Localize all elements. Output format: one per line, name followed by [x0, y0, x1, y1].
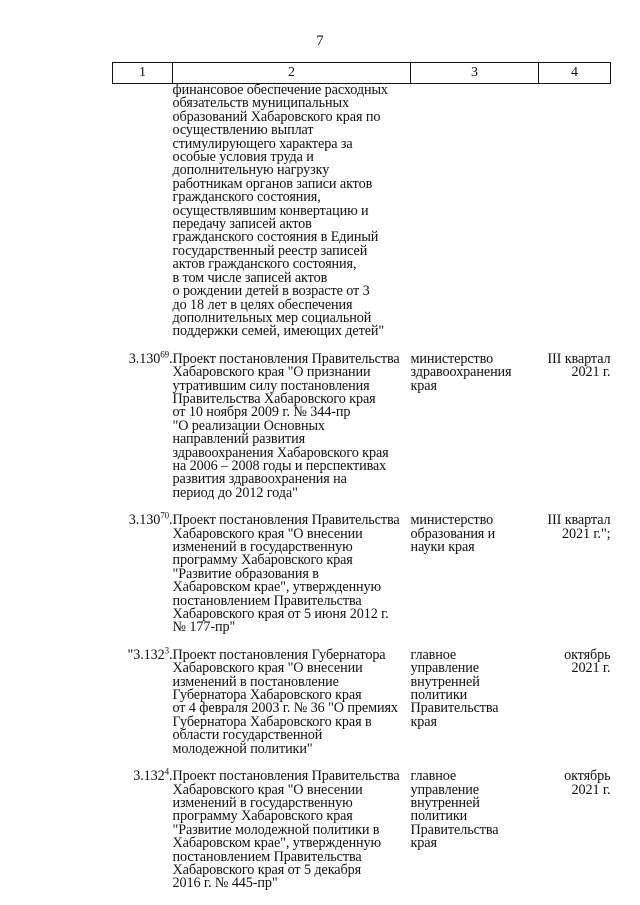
cell-description: [172, 646, 411, 770]
text-line: Хабаровском крае", утвержденную: [172, 579, 382, 596]
text-line: направлений развития: [172, 431, 306, 448]
text-line: области государственной: [172, 727, 323, 744]
item-number-superscript: 4: [164, 766, 170, 777]
item-number-superscript: 70: [160, 510, 170, 521]
text-line: Губернатора Хабаровского края: [172, 687, 362, 704]
text-line: дополнительную нагрузку: [172, 162, 330, 179]
text-line: науки края: [410, 539, 475, 555]
text-line: внутренней: [410, 673, 480, 690]
cell-term: [539, 646, 611, 770]
text-line: октябрь: [564, 646, 611, 663]
text-line: осуществлявшим конвертацию и: [172, 202, 369, 219]
text-line: на 2006 – 2008 годы и перспективах: [172, 457, 387, 474]
text-line: края: [410, 835, 437, 852]
text-line: края: [410, 377, 437, 394]
table-header: [113, 63, 611, 84]
cell-responsible: [410, 350, 539, 514]
table-row: [113, 514, 611, 649]
text-line: утратившим силу постановления: [172, 377, 370, 394]
cell-responsible: [411, 514, 539, 649]
text-line: дополнительных мер социальной: [172, 309, 372, 326]
text-line: образования и: [410, 525, 496, 542]
text-line: Правительства: [410, 821, 499, 838]
text-line: № 177-пр": [172, 619, 236, 636]
text-line: Хабаровского края от 5 июня 2012 г.: [172, 606, 389, 623]
text-line: "Развитие молодежной политики в: [172, 821, 380, 838]
text-line: Проект постановления Правительства: [172, 768, 400, 785]
text-line: Хабаровского края "О внесении: [172, 525, 363, 542]
text-line: внутренней: [410, 794, 480, 811]
item-number-suffix: .: [169, 350, 173, 367]
column-header: 4: [539, 63, 611, 84]
text-line: Хабаровского края от 5 декабря: [172, 861, 362, 878]
text-line: министерство: [410, 350, 494, 367]
cell-term: [539, 350, 611, 514]
text-line: финансовое обеспечение расходных: [172, 82, 388, 98]
item-number: 3.130: [128, 512, 161, 529]
text-line: программу Хабаровского края: [172, 552, 353, 569]
cell-number: [113, 645, 173, 770]
text-line: "О реализации Основных: [172, 417, 325, 434]
cell-responsible: [411, 84, 539, 353]
column-header: 2: [173, 63, 411, 84]
table-row: [113, 770, 611, 905]
item-number-suffix: .: [169, 768, 173, 785]
text-line: гражданского состояния в Единый: [172, 229, 379, 246]
text-line: от 4 февраля 2003 г. № 36 "О премиях: [172, 700, 398, 717]
text-line: здравоохранения: [410, 364, 512, 381]
text-line: государственный реестр записей: [172, 242, 368, 259]
column-header: 3: [411, 63, 539, 84]
text-line: постановлением Правительства: [172, 592, 362, 609]
item-number-superscript: 3: [164, 645, 170, 656]
text-line: Правительства: [410, 700, 499, 717]
cell-description: [173, 770, 411, 905]
text-line: изменений в государственную: [172, 794, 353, 811]
text-line: управление: [410, 660, 479, 677]
text-line: главное: [410, 768, 457, 785]
text-line: здравоохранения Хабаровского края: [172, 444, 389, 461]
text-line: министерство: [410, 512, 494, 529]
item-number: 3.130: [128, 350, 161, 367]
text-line: актов гражданского состояния,: [172, 256, 357, 273]
text-line: развития здравоохранения на: [172, 471, 347, 488]
cell-description: [173, 514, 411, 649]
text-line: программу Хабаровского края: [172, 808, 353, 825]
page-number: 7: [316, 33, 324, 49]
text-line: постановлением Правительства: [172, 848, 362, 865]
text-line: до 18 лет в целях обеспечения: [172, 296, 353, 313]
text-line: Хабаровском крае", утвержденную: [172, 835, 382, 852]
cell-number: [113, 84, 173, 353]
text-line: гражданского состояния,: [172, 189, 321, 206]
cell-number: [113, 510, 173, 649]
cell-term: [539, 84, 611, 353]
item-number: "3.132: [127, 646, 165, 663]
text-line: работникам органов записи актов: [172, 175, 373, 192]
text-line: 2021 г.";: [561, 525, 611, 542]
text-line: Правительства Хабаровского края: [172, 390, 376, 407]
text-line: стимулирующего характера за: [172, 135, 353, 152]
cell-responsible: [410, 646, 539, 770]
text-line: III квартал: [547, 512, 611, 529]
text-line: 2021 г.: [571, 660, 611, 677]
item-number-suffix: .: [169, 512, 173, 529]
text-line: период до 2012 года": [172, 484, 298, 501]
cell-number: [113, 766, 173, 905]
text-line: III квартал: [547, 350, 611, 367]
item-number-suffix: .: [169, 646, 173, 663]
plan-table: [112, 62, 611, 905]
text-line: 2021 г.: [571, 364, 611, 381]
cell-description: [173, 84, 411, 353]
cell-term: [539, 514, 611, 649]
text-line: молодежной политики": [172, 740, 313, 757]
text-line: Хабаровского края "О внесении: [172, 660, 363, 677]
text-line: обязательств муниципальных: [172, 95, 349, 112]
text-line: "Развитие образования в: [172, 565, 319, 582]
table-row: [113, 649, 611, 770]
text-line: Проект постановления Правительства: [172, 350, 400, 367]
text-line: изменений в постановление: [172, 673, 339, 690]
text-line: управление: [410, 781, 479, 798]
cell-number: [113, 348, 173, 514]
text-line: главное: [410, 646, 457, 663]
text-line: образований Хабаровского края по: [172, 108, 381, 125]
text-line: края: [410, 713, 437, 730]
table-body: [113, 84, 611, 905]
table-row-continuation: [113, 84, 611, 353]
text-line: о рождении детей в возрасте от 3: [172, 283, 370, 300]
text-line: от 10 ноября 2009 г. № 344-пр: [172, 404, 351, 421]
column-header: 1: [113, 63, 173, 84]
text-line: политики: [410, 687, 468, 704]
text-line: особые условия труда и: [172, 149, 314, 166]
cell-responsible: [411, 770, 539, 905]
text-line: в том числе записей актов: [172, 269, 328, 286]
text-line: передачу записей актов: [172, 216, 312, 233]
text-line: политики: [410, 808, 468, 825]
text-line: Хабаровского края "О внесении: [172, 781, 363, 798]
text-line: Проект постановления Правительства: [172, 512, 400, 529]
text-line: Проект постановления Губернатора: [172, 646, 386, 663]
text-line: 2021 г.: [571, 781, 611, 798]
text-line: 2016 г. № 445-пр": [172, 875, 278, 892]
item-number: 3.132: [133, 768, 165, 785]
item-number-superscript: 69: [160, 348, 170, 359]
text-line: октябрь: [564, 768, 611, 785]
text-line: Губернатора Хабаровского края в: [172, 713, 372, 730]
table-row: [113, 353, 611, 514]
text-line: осуществлению выплат: [172, 122, 314, 139]
cell-description: [172, 350, 411, 514]
text-line: изменений в государственную: [172, 539, 353, 555]
cell-term: [539, 770, 611, 905]
text-line: Хабаровского края "О признании: [172, 364, 371, 381]
text-line: поддержки семей, имеющих детей": [172, 323, 385, 340]
